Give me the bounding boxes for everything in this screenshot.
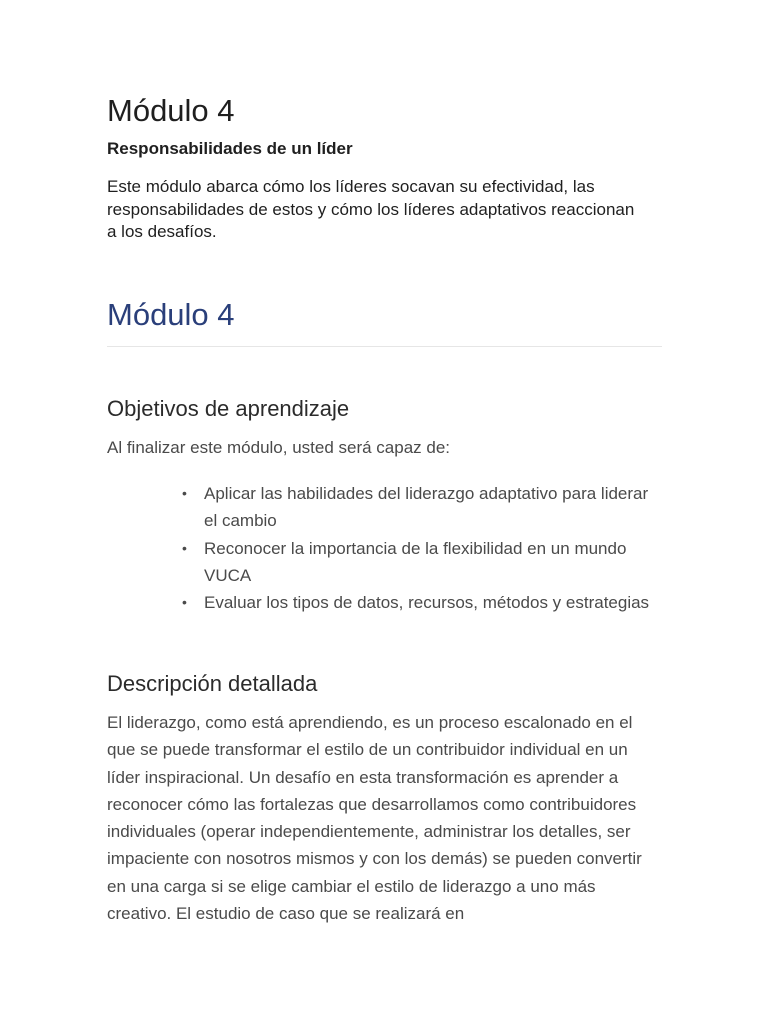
description-heading: Descripción detallada xyxy=(107,671,318,696)
objectives-list xyxy=(182,480,652,616)
bullet-icon: • xyxy=(182,539,187,556)
objectives-heading: Objetivos de aprendizaje xyxy=(107,396,350,421)
objective-text: Evaluar los tipos de datos, recursos, métodos y estrategias xyxy=(204,593,650,613)
section-divider xyxy=(107,346,662,347)
section-title: Módulo 4 xyxy=(107,297,235,332)
objective-text: Reconocer la importancia de la flexibilidad en un mundo VUCA xyxy=(204,538,627,585)
bullet-icon: • xyxy=(182,485,187,501)
module-summary: Este módulo abarca cómo los líderes socavan su efectividad, las responsabilidades de estos y cómo los líderes adaptativos reaccionan a los desafíos. xyxy=(107,177,635,241)
objectives-intro: Al finalizar este módulo, usted será capaz de: xyxy=(107,438,451,457)
objective-text: Aplicar las habilidades del liderazgo adaptativo para liderar el cambio xyxy=(204,484,649,531)
list-item xyxy=(182,480,652,535)
list-item xyxy=(182,535,652,590)
module-title: Módulo 4 xyxy=(107,93,235,128)
module-subtitle: Responsabilidades de un líder xyxy=(107,139,353,158)
description-body: El liderazgo, como está aprendiendo, es un proceso escalonado en el que se puede transformar el estilo de un contribuidor individual en un líder inspiracional. Un desafío en esta transformación es aprender a reconocer cómo las fortalezas que desarrollamos como contribuidores individuales (operar independientemente, administrar los detalles, ser impaciente con nosotros mismos y con los demás) se pueden convertir en una carga si se elige cambiar el estilo de liderazgo a uno más creativo. El estudio de caso que se realizará en xyxy=(107,713,642,924)
list-item xyxy=(182,589,652,616)
bullet-icon: • xyxy=(182,594,187,611)
